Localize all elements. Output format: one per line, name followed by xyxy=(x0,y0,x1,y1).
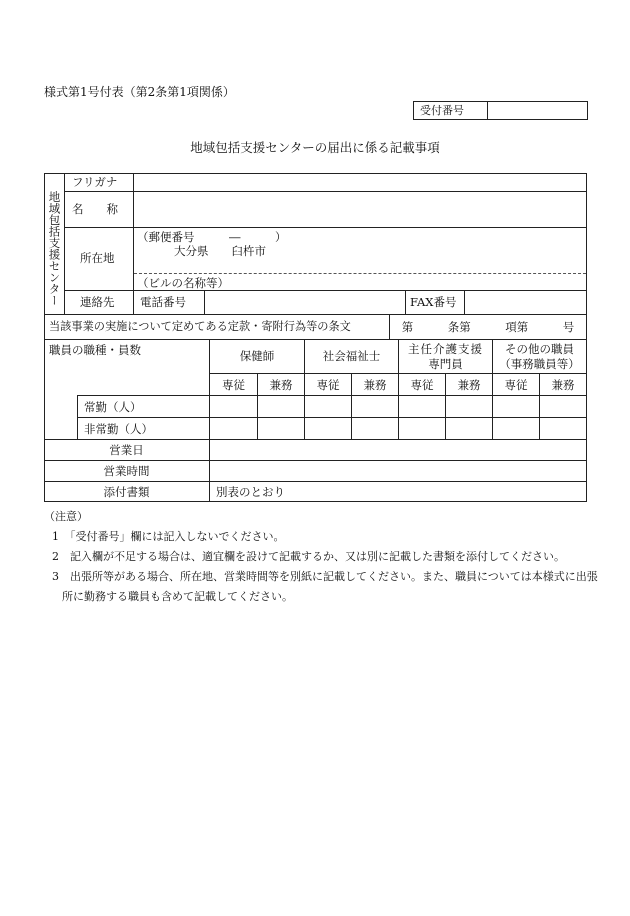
business-hours-field[interactable] xyxy=(210,461,586,481)
attachments-label: 添付書類 xyxy=(103,485,150,499)
note-item: 3 出張所等がある場合、所在地、営業時間等を別紙に記載してください。また、職員については本様式に出張所に勤務する職員も含めて記載してください。 xyxy=(52,570,598,603)
phone-field[interactable] xyxy=(205,291,405,314)
fax-field[interactable] xyxy=(465,291,586,314)
article-label: 当該事業の実施について定めてある定款・寄附行為等の条文 xyxy=(49,320,351,333)
business-hours-label: 営業時間 xyxy=(103,464,150,478)
building-name-line[interactable]: （ビルの名称等） xyxy=(137,276,229,290)
phone-label: 電話番号 xyxy=(140,295,186,309)
attachments-value: 別表のとおり xyxy=(216,485,285,499)
row-parttime-label: 非常勤（人） xyxy=(84,422,153,436)
notes-heading: （注意） xyxy=(44,510,88,523)
address-line[interactable]: 大分県 臼杵市 xyxy=(174,244,266,258)
contact-label: 連絡先 xyxy=(80,295,115,309)
col-chief-care-manager-line1: 主任介護支援 xyxy=(408,342,483,356)
note-item: 2 記入欄が不足する場合は、適宜欄を設けて記載するか、又は別に記載した書類を添付してください。 xyxy=(52,550,565,563)
row-fulltime-label: 常勤（人） xyxy=(84,400,142,414)
staff-label: 職員の職種・員数 xyxy=(49,343,141,357)
col-other-staff-line1: その他の職員 xyxy=(505,342,574,356)
postal-code-line[interactable]: （郵便番号 ― ） xyxy=(137,230,287,244)
col-other-staff-line2: （事務職員等） xyxy=(499,357,580,371)
sub-concurrent: 兼務 xyxy=(363,378,387,392)
business-days-field[interactable] xyxy=(210,440,586,460)
name-field[interactable] xyxy=(134,192,586,227)
business-days-label: 営業日 xyxy=(109,443,144,457)
name-label: 名 称 xyxy=(72,202,118,216)
note-item: 1 「受付番号」欄には記入しないでください。 xyxy=(52,530,285,543)
receipt-number-box xyxy=(413,101,588,120)
receipt-number-field[interactable] xyxy=(488,102,587,119)
sub-fulltime: 専従 xyxy=(410,378,434,392)
col-public-health-nurse: 保健師 xyxy=(239,349,275,363)
furigana-field[interactable] xyxy=(134,173,586,191)
sub-fulltime: 専従 xyxy=(504,378,528,392)
sub-concurrent: 兼務 xyxy=(269,378,293,392)
sub-fulltime: 専従 xyxy=(222,378,245,392)
furigana-label: フリガナ xyxy=(72,175,118,189)
sub-concurrent: 兼務 xyxy=(457,378,481,392)
sub-concurrent: 兼務 xyxy=(551,378,575,392)
form-number: 様式第1号付表（第2条第1項関係） xyxy=(44,85,235,99)
registration-form-table xyxy=(44,173,587,502)
col-social-worker: 社会福祉士 xyxy=(322,349,381,363)
sub-fulltime: 専従 xyxy=(316,378,340,392)
page-title: 地域包括支援センターの届出に係る記載事項 xyxy=(190,140,440,155)
center-vertical-label: 地域包括支援センター xyxy=(47,191,62,306)
notes-section xyxy=(44,507,607,607)
fax-label: FAX番号 xyxy=(410,295,457,309)
col-chief-care-manager-line2: 専門員 xyxy=(428,357,463,371)
receipt-number-label: 受付番号 xyxy=(414,102,488,119)
article-value[interactable]: 第 条第 項第 号 xyxy=(401,320,575,334)
address-label: 所在地 xyxy=(80,251,115,265)
